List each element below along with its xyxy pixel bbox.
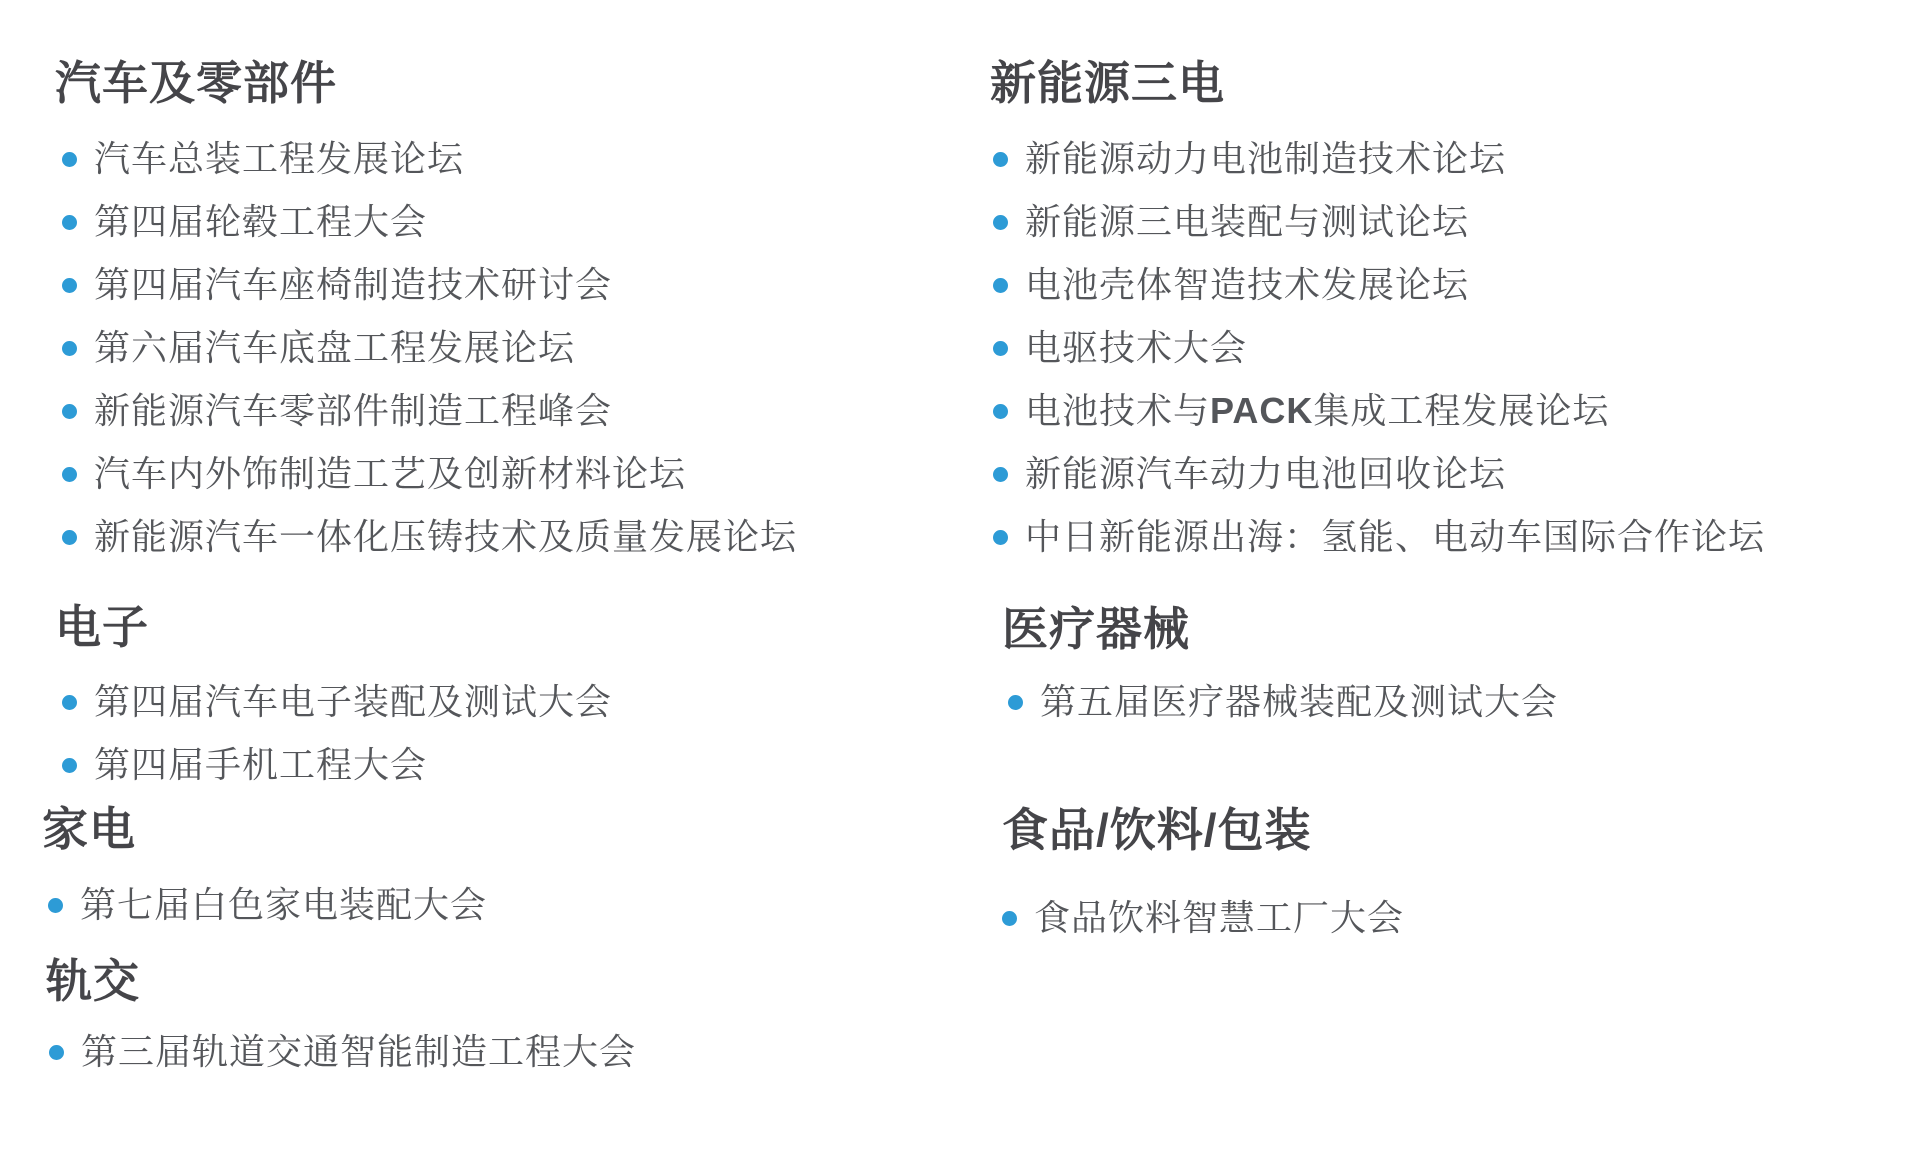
conference-item-label: 新能源汽车动力电池回收论坛 (1025, 452, 1507, 494)
conference-item (993, 201, 1900, 243)
conference-item (49, 1031, 955, 1073)
conference-item (62, 453, 955, 495)
conference-item-label: 电池技术与PACK集成工程发展论坛 (1025, 389, 1610, 431)
left-column (42, 57, 955, 1073)
section-medical-devices (990, 604, 1900, 724)
topic-list (62, 138, 955, 558)
conference-item-label: 新能源三电装配与测试论坛 (1025, 200, 1470, 242)
conference-item-label: 第四届汽车座椅制造技术研讨会 (94, 263, 613, 305)
topic-list (1008, 681, 1900, 723)
conference-item (993, 390, 1900, 432)
bullet-icon (993, 404, 1008, 419)
topic-list (993, 138, 1900, 558)
conference-item (48, 884, 955, 926)
topic-list (49, 1031, 955, 1073)
section-title: 轨交 (46, 954, 140, 1007)
conference-item (993, 327, 1900, 369)
bullet-icon (49, 1045, 64, 1060)
topic-list (48, 884, 955, 926)
bullet-icon (1008, 695, 1023, 710)
section-title: 家电 (42, 803, 136, 856)
conference-item-label: 第四届手机工程大会 (94, 744, 428, 786)
conference-item (62, 138, 955, 180)
conference-item-label: 第三届轨道交通智能制造工程大会 (81, 1031, 637, 1073)
conference-item (62, 516, 955, 558)
section-title: 医疗器械 (1002, 602, 1190, 655)
conference-item-label: 第四届轮毂工程大会 (94, 200, 428, 242)
bullet-icon (62, 404, 77, 419)
conference-item-label: 新能源动力电池制造技术论坛 (1025, 137, 1507, 179)
conference-item-label: 汽车内外饰制造工艺及创新材料论坛 (94, 452, 687, 494)
bullet-icon (993, 341, 1008, 356)
bullet-icon (1002, 911, 1017, 926)
section-auto-parts (55, 58, 955, 558)
conference-item (993, 264, 1900, 306)
conference-item (1002, 897, 1900, 939)
bullet-icon (62, 215, 77, 230)
conference-item-label: 食品饮料智慧工厂大会 (1034, 896, 1405, 938)
bullet-icon (993, 152, 1008, 167)
bullet-icon (62, 530, 77, 545)
conference-item-label: 电池壳体智造技术发展论坛 (1025, 263, 1470, 305)
bullet-icon (993, 278, 1008, 293)
bullet-icon (62, 758, 77, 773)
section-title: 电子 (55, 600, 149, 653)
conference-item-label: 汽车总装工程发展论坛 (94, 137, 465, 179)
conference-item-label: 第四届汽车电子装配及测试大会 (94, 681, 613, 723)
conference-item-label: 中日新能源出海：氢能、电动车国际合作论坛 (1025, 515, 1766, 557)
section-home-appliance (42, 803, 955, 926)
conference-item-label: 电驱技术大会 (1025, 326, 1248, 368)
conference-item (62, 201, 955, 243)
bullet-icon (993, 467, 1008, 482)
conference-item (993, 138, 1900, 180)
conference-item-label: 第六届汽车底盘工程发展论坛 (94, 326, 576, 368)
bullet-icon (62, 341, 77, 356)
conference-item (62, 744, 955, 786)
conference-item-label: 新能源汽车零部件制造工程峰会 (94, 389, 613, 431)
conference-item (1008, 681, 1900, 723)
conference-item (62, 264, 955, 306)
conference-item (993, 516, 1900, 558)
bullet-icon (62, 278, 77, 293)
conference-item (993, 453, 1900, 495)
section-rail-transit (46, 954, 955, 1074)
bullet-icon (993, 215, 1008, 230)
section-food-bev-packaging (990, 805, 1900, 939)
bullet-icon (48, 898, 63, 913)
section-title: 新能源三电 (990, 57, 1225, 109)
conference-item-label: 第七届白色家电装配大会 (80, 883, 488, 925)
section-electronics (55, 602, 955, 787)
conference-item (62, 327, 955, 369)
bullet-icon (62, 152, 77, 167)
section-title: 汽车及零部件 (55, 57, 337, 109)
right-column (990, 58, 1900, 939)
conference-item-label: 新能源汽车一体化压铸技术及质量发展论坛 (94, 515, 798, 557)
bullet-icon (993, 530, 1008, 545)
bullet-icon (62, 467, 77, 482)
topic-list (1002, 897, 1900, 939)
section-nev-three-electric (990, 58, 1900, 558)
conference-item (62, 390, 955, 432)
section-title: 食品/饮料/包装 (1002, 804, 1312, 857)
conference-item-label: 第五届医疗器械装配及测试大会 (1040, 681, 1559, 723)
conference-item (62, 681, 955, 723)
bullet-icon (62, 695, 77, 710)
topic-list (62, 681, 955, 786)
